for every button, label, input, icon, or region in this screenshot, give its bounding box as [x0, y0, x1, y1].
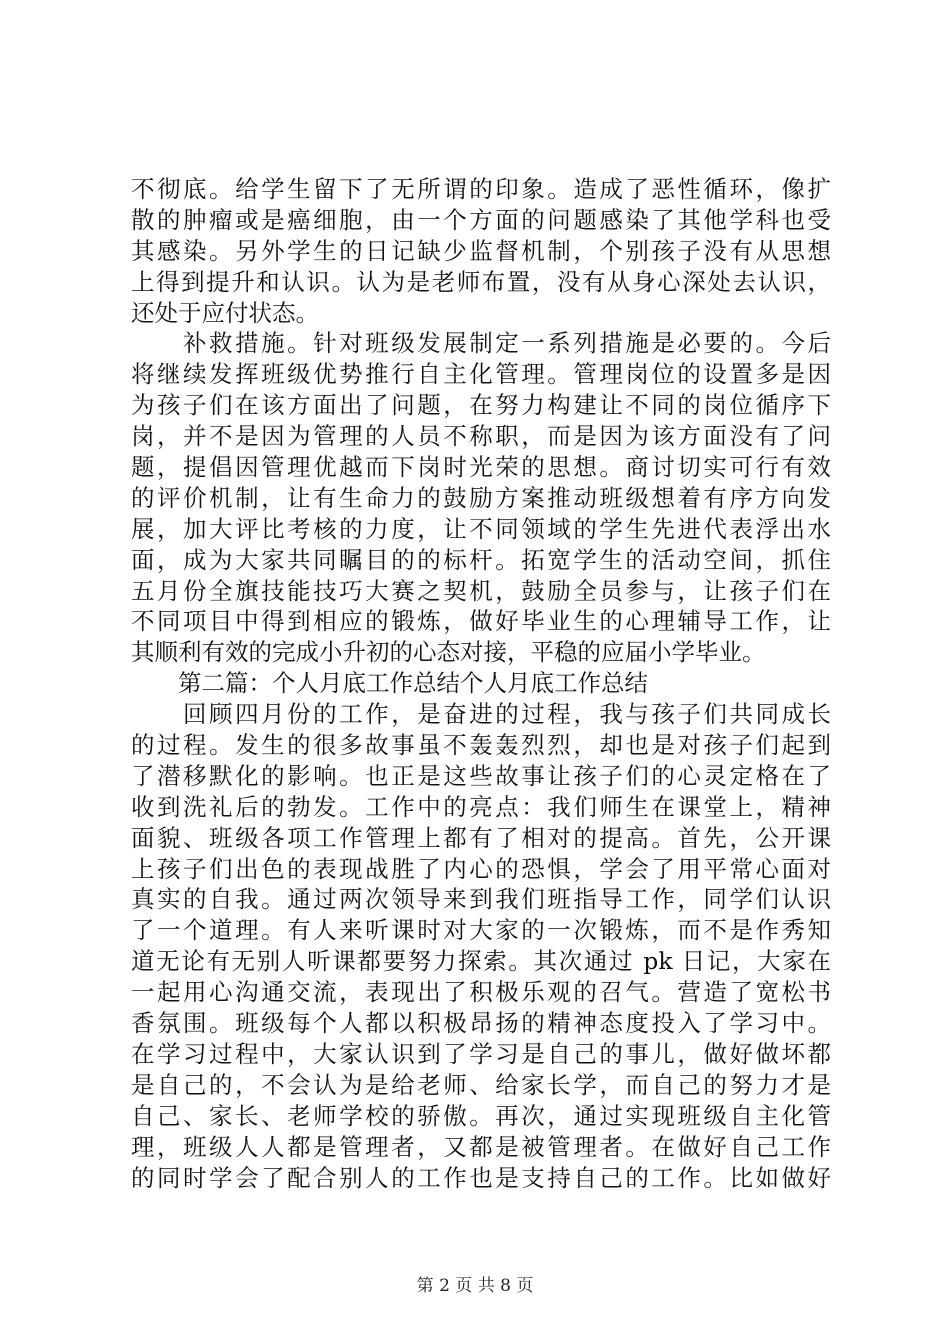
- text-line: 其顺利有效的完成小升初的心态对接，平稳的应届小学毕业。: [131, 638, 766, 667]
- text-line: 的过程。发生的很多故事虽不轰轰烈烈，却也是对孩子们起到: [131, 731, 831, 760]
- text-line: 了潜移默化的影响。也正是这些故事让孩子们的心灵定格在了: [131, 761, 831, 790]
- text-line: 散的肿瘤或是癌细胞，由一个方面的问题感染了其他学科也受: [131, 205, 831, 234]
- text-line: 不同项目中得到相应的锻炼，做好毕业生的心理辅导工作，让: [131, 607, 831, 636]
- text-line: 岗，并不是因为管理的人员不称职，而是因为该方面没有了问: [131, 422, 831, 451]
- text-line: 其感染。另外学生的日记缺少监督机制，个别孩子没有从思想: [131, 236, 831, 265]
- text-line: 五月份全旗技能技巧大赛之契机，鼓励全员参与，让孩子们在: [131, 576, 831, 605]
- text-line: 补救措施。针对班级发展制定一系列措施是必要的。今后: [131, 329, 831, 358]
- text-line: 不彻底。给学生留下了无所谓的印象。造成了恶性循环，像扩: [131, 175, 831, 203]
- text-line: 回顾四月份的工作，是奋进的过程，我与孩子们共同成长: [131, 700, 831, 729]
- page-number-footer: 第 2 页 共 8 页: [416, 1276, 534, 1296]
- text-line: 理，班级人人都是管理者，又都是被管理者。在做好自己工作: [131, 1132, 831, 1161]
- text-line: 的同时学会了配合别人的工作也是支持自己的工作。比如做好: [131, 1163, 831, 1192]
- text-line: 面貌、班级各项工作管理上都有了相对的提高。首先，公开课: [131, 823, 831, 852]
- text-line: 为孩子们在该方面出了问题，在努力构建让不同的岗位循序下: [131, 391, 831, 420]
- text-line: 上孩子们出色的表现战胜了内心的恐惧，学会了用平常心面对: [131, 854, 831, 883]
- text-line: 将继续发挥班级优势推行自主化管理。管理岗位的设置多是因: [131, 360, 831, 389]
- text-line: 了一个道理。有人来听课时对大家的一次锻炼，而不是作秀知: [131, 916, 831, 945]
- document-body: [131, 174, 831, 1193]
- text-line: 真实的自我。通过两次领导来到我们班指导工作，同学们认识: [131, 885, 831, 914]
- text-line: 的评价机制，让有生命力的鼓励方案推动班级想着有序方向发: [131, 483, 831, 512]
- text-line: 第二篇：个人月底工作总结个人月底工作总结: [131, 669, 648, 698]
- text-line: 收到洗礼后的勃发。工作中的亮点：我们师生在课堂上，精神: [131, 792, 831, 821]
- text-line: 自己、家长、老师学校的骄傲。再次，通过实现班级自主化管: [131, 1101, 831, 1130]
- text-line: 面，成为大家共同瞩目的的标杆。拓宽学生的活动空间，抓住: [131, 545, 831, 574]
- text-line: 还处于应付状态。: [131, 298, 319, 327]
- text-line: 在学习过程中，大家认识到了学习是自己的事儿，做好做坏都: [131, 1039, 831, 1068]
- text-line: 道无论有无别人听课都要努力探索。其次通过 pk 日记，大家在: [131, 947, 831, 976]
- text-line: 上得到提升和认识。认为是老师布置，没有从身心深处去认识，: [131, 267, 831, 296]
- text-line: 展，加大评比考核的力度，让不同领域的学生先进代表浮出水: [131, 514, 831, 543]
- text-line: 香氛围。班级每个人都以积极昂扬的精神态度投入了学习中。: [131, 1009, 831, 1038]
- text-line: 题，提倡因管理优越而下岗时光荣的思想。商讨切实可行有效: [131, 453, 831, 482]
- text-line: 是自己的，不会认为是给老师、给家长学，而自己的努力才是: [131, 1070, 831, 1099]
- text-line: 一起用心沟通交流，表现出了积极乐观的召气。营造了宽松书: [131, 978, 831, 1007]
